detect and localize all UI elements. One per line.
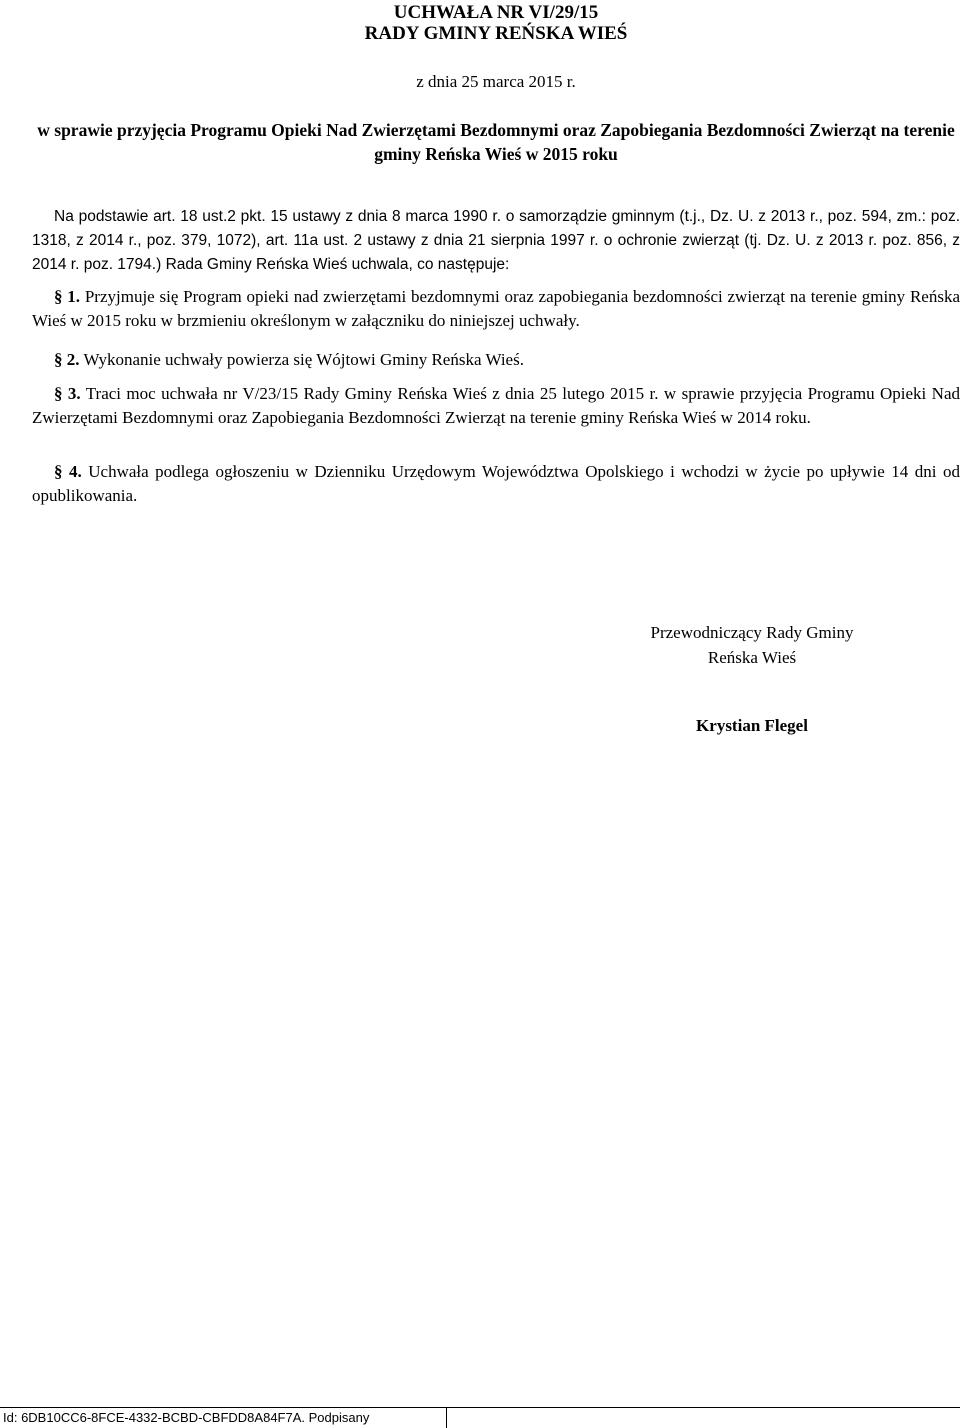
resolution-subject: w sprawie przyjęcia Programu Opieki Nad Zwierzętami Bezdomnymi oraz Zapobiegania Bezdomności Zwierząt na terenie gminy Reńska Wieś w 2015 roku: [37, 120, 955, 164]
section-text: Uchwała podlega ogłoszeniu w Dzienniku Urzędowym Województwa Opolskiego i wchodzi w życie po upływie 14 dni od opublikowania.: [32, 462, 960, 505]
legal-basis-paragraph: Na podstawie art. 18 ust.2 pkt. 15 ustawy z dnia 8 marca 1990 r. o samorządzie gminnym (t.j., Dz. U. z 2013 r., poz. 594, zm.: poz. 1318, z 2014 r., poz. 379, 1072), art. 11a ust. 2 ustawy z dnia 21 sierpnia 1997 r. o ochronie zwierząt (tj. Dz. U. z 2013 r. poz. 856, z 2014 r. poz. 1794.) Rada Gminy Reńska Wieś uchwala, co następuje:: [32, 208, 960, 273]
section-text: Traci moc uchwała nr V/23/15 Rady Gminy Reńska Wieś z dnia 25 lutego 2015 r. w sprawie przyjęcia Programu Opieki Nad Zwierzętami Bezdomnymi oraz Zapobiegania Bezdomności Zwierząt na terenie gminy Reńska Wieś w 2014 roku.: [32, 384, 960, 427]
footer-divider: [0, 1407, 960, 1408]
section-1: [32, 285, 960, 333]
signatory-role: Przewodniczący Rady Gminy: [650, 623, 854, 642]
council-name: RADY GMINY REŃSKA WIEŚ: [364, 23, 628, 44]
footer-box-divider: [446, 1407, 447, 1428]
section-mark: § 1.: [54, 287, 81, 306]
section-mark: § 4.: [54, 462, 82, 481]
section-2: [32, 348, 960, 372]
document-id-footer: Id: 6DB10CC6-8FCE-4332-BCBD-CBFDD8A84F7A. Podpisany: [3, 1410, 370, 1425]
resolution-date: z dnia 25 marca 2015 r.: [416, 72, 576, 91]
section-text: Wykonanie uchwały powierza się Wójtowi Gminy Reńska Wieś.: [83, 350, 524, 369]
signatory-name: Krystian Flegel: [696, 716, 808, 735]
section-text: Przyjmuje się Program opieki nad zwierzętami bezdomnymi oraz zapobiegania bezdomności zwierząt na terenie gminy Reńska Wieś w 2015 roku w brzmieniu określonym w załączniku do niniejszej uchwały.: [32, 287, 960, 330]
section-mark: § 2.: [54, 350, 80, 369]
section-4: [32, 460, 960, 508]
section-3: [32, 382, 960, 430]
resolution-number: UCHWAŁA NR VI/29/15: [393, 2, 599, 23]
section-mark: § 3.: [54, 384, 81, 403]
signatory-municipality: Reńska Wieś: [707, 648, 797, 667]
